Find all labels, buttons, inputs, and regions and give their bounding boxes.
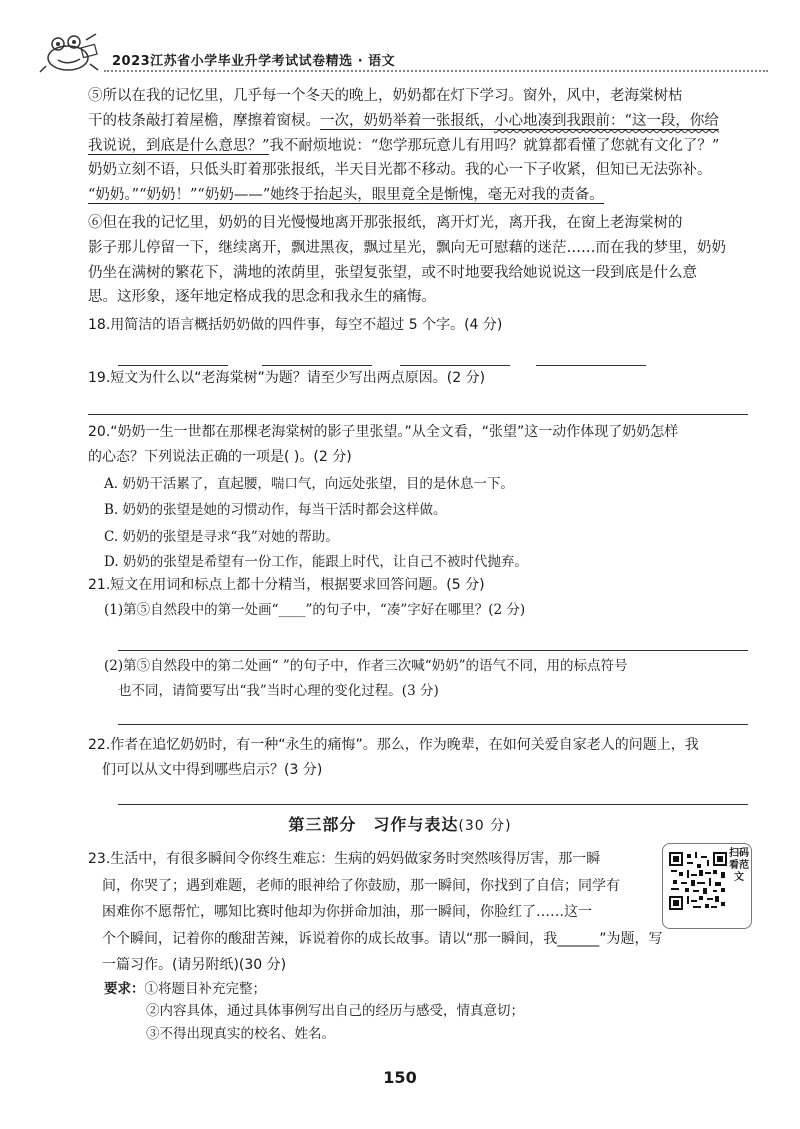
p6-line-4: 思。这形象，逐年地定格成我的思念和我永生的痛悔。 <box>88 289 436 306</box>
header-title: 2023江苏省小学毕业升学考试试卷精选 · 语文 <box>112 54 396 69</box>
requirements-label: 要求： <box>104 981 145 997</box>
requirement-3: ③不得出现真实的校名、姓名。 <box>146 1026 335 1042</box>
q23-line-1: 23.生活中，有很多瞬间令你终生难忘：生病的妈妈做家务时突然咳得厉害，那一瞬 <box>88 851 601 867</box>
qr-code-label: 扫码看范文 <box>729 848 749 883</box>
section-3-points: (30 分) <box>458 818 512 834</box>
q21-sub-2 <box>104 654 754 704</box>
q23-line-4: 个个瞬间，记着你的酸甜苦辣，诉说着你的成长故事。请以“那一瞬间，我______”为题，写 <box>102 930 663 947</box>
q21-2-line-2: 也不同，请简要写出“我”当时心理的变化过程。(3 分) <box>118 683 439 699</box>
q23-line-2: 间，你哭了；遇到难题，老师的眼神给了你鼓励，那一瞬间，你找到了自信；同学有 <box>102 877 620 894</box>
page-number: 150 <box>383 1068 417 1087</box>
p5-line-1: ⑤所以在我的记忆里，几乎每一个冬天的晚上，奶奶都在灯下学习。窗外，风中，老海棠树枯 <box>88 88 683 104</box>
q20-option-c[interactable]: C. 奶奶的张望是寻求“我”对她的帮助。 <box>104 529 339 545</box>
q21-sub-1: (1)第⑤自然段中的第一处画“____”的句子中，“凑”字好在哪里？(2 分) <box>104 602 526 618</box>
qr-code-box[interactable] <box>662 843 752 929</box>
p6-line-1: ⑥但在我的记忆里，奶奶的目光慢慢地离开那张报纸，离开灯光，离开我，在窗上老海棠树的 <box>88 215 683 231</box>
q20-option-b[interactable]: B. 奶奶的张望是她的习惯动作，每当干活时都会这样做。 <box>104 502 447 518</box>
p6-line-2: 影子那儿停留一下，继续离开，飘进黑夜，飘过星光，飘向无可慰藉的迷茫……而在我的梦里，奶奶 <box>88 239 726 256</box>
q23-line-5: 一篇习作。(请另附纸)(30 分) <box>102 957 287 973</box>
q23-requirements <box>104 979 266 999</box>
question-22 <box>88 733 753 783</box>
p5-line-5 <box>88 183 748 208</box>
p6-line-3: 仍坐在满树的繁花下，满地的浓荫里，张望复张望，或不时地要我给她说说这一段到底是什么意 <box>88 264 697 281</box>
p5-line-2-text: 干的枝条敲打着屋檐，摩擦着窗棂。 <box>88 112 320 129</box>
q22-line-2: 们可以从文中得到哪些启示？(3 分) <box>102 762 323 778</box>
second-underlined-sentence: “奶奶。”“奶奶！”“奶奶——”她终于抬起头，眼里竟全是惭愧，毫无对我的责备。 <box>88 187 604 204</box>
question-21: 21.短文在用词和标点上都十分精当，根据要求回答问题。(5 分) <box>88 577 485 593</box>
q20-line-2: 的心态？下列说法正确的一项是( )。(2 分) <box>88 449 352 465</box>
q22-answer-line[interactable] <box>118 804 748 805</box>
question-19: 19.短文为什么以“老海棠树”为题？请至少写出两点原因。(2 分) <box>88 370 486 386</box>
q21-2-answer-line[interactable] <box>118 724 748 725</box>
qr-code-icon <box>669 852 727 910</box>
requirement-2: ②内容具体，通过具体事例写出自己的经历与感受，情真意切； <box>146 1003 524 1019</box>
p5-line-3 <box>88 134 748 159</box>
q20-option-a[interactable]: A. 奶奶干活累了，直起腰，喘口气，向远处张望，目的是休息一下。 <box>104 476 514 492</box>
question-23 <box>88 846 663 979</box>
q20-line-1: 20.“奶奶一生一世都在那棵老海棠树的影子里张望。”从全文看，“张望”这一动作体现了奶奶怎样 <box>88 424 679 440</box>
frog-reading-logo-icon <box>38 30 102 74</box>
p5-line-2-underlined-a: 一次，奶奶举着一张报纸， <box>320 112 494 129</box>
p5-line-2-underlined-b: 小心地凑到我跟前：“这一段，你给 <box>494 112 719 129</box>
page-header <box>38 30 768 76</box>
question-20 <box>88 420 753 470</box>
first-underlined-sentence <box>320 113 719 130</box>
requirement-2-row <box>146 1001 524 1021</box>
q20-option-d[interactable]: D. 奶奶的张望是希望有一份工作，能跟上时代，让自己不被时代抛弃。 <box>104 554 528 570</box>
q19-answer-line[interactable] <box>88 414 748 415</box>
question-18: 18.用简洁的语言概括奶奶做的四件事，每空不超过 5 个字。(4 分) <box>88 317 503 333</box>
q21-1-answer-line[interactable] <box>118 650 748 651</box>
section-3-heading: 第三部分 习作与表达 <box>288 815 459 834</box>
header-divider <box>104 70 768 72</box>
p5-line-2 <box>88 109 748 134</box>
p5-line-3-text: 我不耐烦地说：“您学那玩意儿有用吗？就算都看懂了您就有文化了？” <box>269 137 720 154</box>
requirement-3-row <box>146 1024 335 1044</box>
q22-line-1: 22.作者在追忆奶奶时，有一种“永生的痛悔”。那么，作为晚辈，在如何关爱自家老人的问题上，我 <box>88 737 699 753</box>
p5-line-3-underlined: 我说说，到底是什么意思？” <box>88 137 270 154</box>
q23-line-3: 困难你不愿帮忙，哪知比赛时他却为你拼命加油，那一瞬间，你脸红了……这一 <box>102 904 592 920</box>
q21-2-line-1: (2)第⑤自然段中的第二处画“ ”的句子中，作者三次喊“奶奶”的语气不同，用的标点符号 <box>104 658 628 674</box>
passage-paragraph-5 <box>88 84 748 208</box>
section-3-title <box>0 812 800 835</box>
requirement-1: ①将题目补充完整； <box>144 981 266 997</box>
p5-line-4: 奶奶立刻不语，只低头盯着那张报纸，半天目光都不移动。我的心一下子收紧，但知已无法弥补。 <box>88 162 712 179</box>
passage-paragraph-6 <box>88 211 748 310</box>
